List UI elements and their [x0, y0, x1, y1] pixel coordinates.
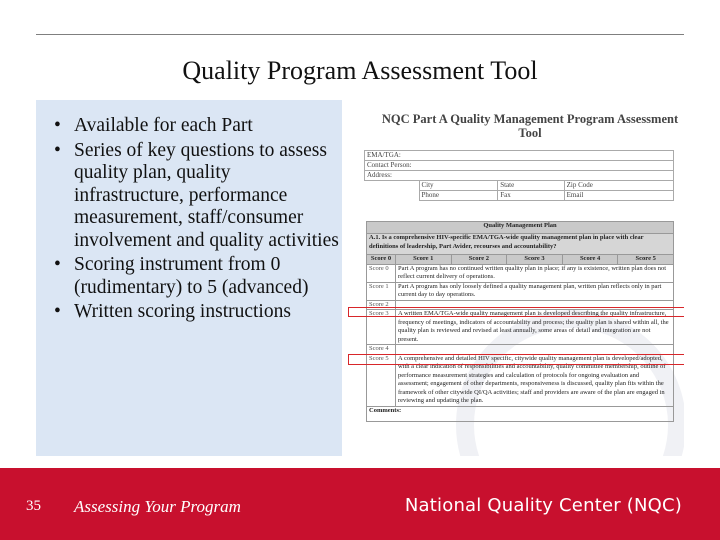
bullet-dot-icon: •	[54, 254, 61, 275]
nqc-brand-logo: National Quality Center (NQC)	[404, 495, 682, 516]
bullet-dot-icon: •	[54, 301, 61, 322]
question-cell: A.1. Is a comprehensive HIV-specific EMA/TGA-wide quality management plan in place with clear definitions of leadership, Part Avider, recourses and accountability?	[367, 234, 674, 255]
row-label: Score 0	[367, 264, 396, 282]
slide-title: Quality Program Assessment Tool	[182, 56, 538, 85]
row-label: Score 1	[367, 282, 396, 300]
score-header: Score 2	[451, 255, 507, 265]
bullet-item	[44, 140, 342, 253]
footer-title: Assessing Your Program	[74, 497, 241, 516]
fax-cell: Fax	[498, 191, 564, 201]
row-label: Score 5	[367, 354, 396, 406]
bullet-text: Written scoring instructions	[74, 301, 291, 322]
bullet-dot-icon: •	[54, 139, 61, 161]
bullet-text: Series of key questions to assess quality plan, quality infrastructure, performance measurement, staff/consumer involvement and quality activities	[74, 139, 339, 251]
bullet-text: Available for each Part	[74, 115, 253, 136]
bullet-list	[44, 115, 342, 326]
highlight-box-score-4	[348, 354, 684, 365]
contact-table	[364, 150, 674, 201]
slide-number: 35	[26, 498, 41, 514]
row-label: Score 3	[367, 310, 396, 345]
score-header: Score 1	[396, 255, 452, 265]
section-header: Quality Management Plan	[367, 222, 674, 234]
phone-cell: Phone	[419, 191, 498, 201]
score-header: Score 0	[367, 255, 396, 265]
bullet-item	[44, 254, 342, 299]
row-text: Part A program has only loosely defined a quality management plan, written plan reflects only in part current day to day operations.	[396, 282, 674, 300]
empty-cell	[365, 191, 420, 201]
email-cell: Email	[564, 191, 673, 201]
ema-cell: EMA/TGA:	[365, 151, 674, 161]
form-title: NQC Part A Quality Management Program Assessment Tool	[381, 112, 679, 140]
row-text	[396, 345, 674, 355]
footer-bar	[0, 468, 720, 540]
state-cell: State	[498, 181, 564, 191]
score-header: Score 5	[618, 255, 674, 265]
row-text: A written EMA/TGA-wide quality management plan is developed describing the quality infrastructure, frequency of meetings, indicators of accountability and process; the quality plan is shared within all, the quality plan is reviewed and revised at least annually, some areas of detail and integration are not present.	[396, 310, 674, 345]
city-cell: City	[419, 181, 498, 191]
bullet-text: Scoring instrument from 0 (rudimentary) to 5 (advanced)	[74, 254, 309, 298]
assessment-form-image	[346, 100, 684, 456]
bullet-dot-icon: •	[54, 115, 61, 136]
score-header: Score 4	[562, 255, 618, 265]
highlight-box-score-1	[348, 307, 684, 317]
row-text: Part A program has no continued written quality plan in place; if any is existence, written plan does not reflect current delivery of operations.	[396, 264, 674, 282]
row-text: A comprehensive and detailed HIV specific, citywide quality management plan is developed/adopted, with a clear indication of responsibilities and accountability, quality committee membership, outline of performance measurement strategies and calculation of protocols for ongoing evaluation and assessment; engagement of other departments, responsiveness is discussed, quality plan fits within the framework of other citywide QI/QA activities; staff and providers are aware of the plan are engaged in reviewing and updating the plan.	[396, 354, 674, 406]
bullet-panel	[36, 100, 342, 456]
score-header: Score 3	[507, 255, 563, 265]
top-rule	[36, 34, 684, 35]
row-label: Score 4	[367, 345, 396, 355]
bullet-item	[44, 115, 342, 138]
comments-cell: Comments:	[367, 406, 674, 421]
quality-plan-table	[366, 221, 674, 422]
row-label: Score 2	[367, 300, 396, 310]
zip-cell: Zip Code	[564, 181, 673, 191]
empty-cell	[365, 181, 420, 191]
bullet-item	[44, 301, 342, 324]
address-cell: Address:	[365, 171, 674, 181]
contact-person-cell: Contact Person:	[365, 161, 674, 171]
